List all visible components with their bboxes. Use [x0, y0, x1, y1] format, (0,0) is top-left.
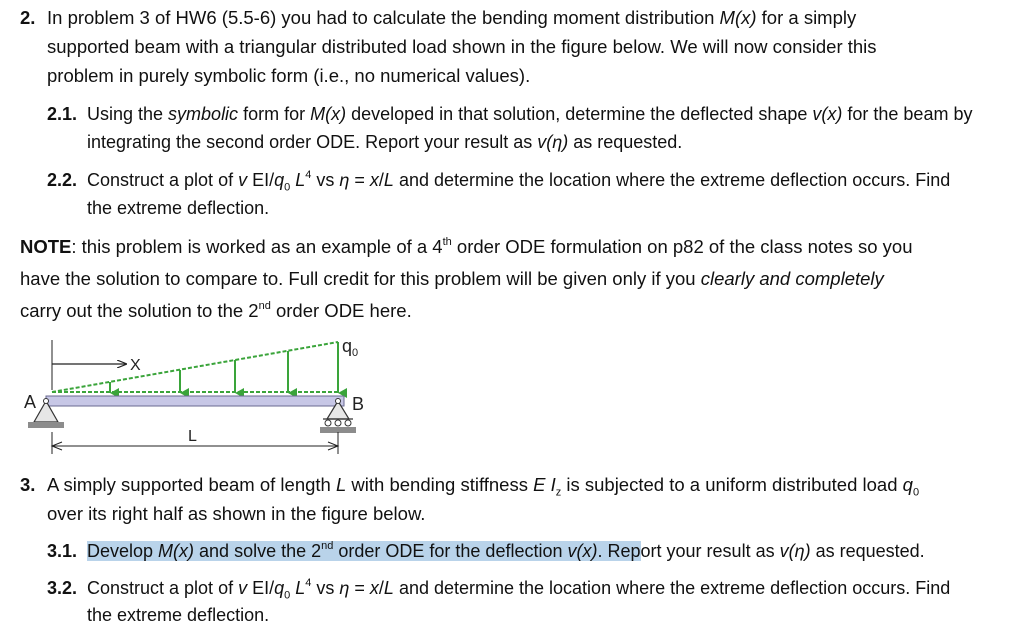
- problem-3-2-line-2: the extreme deflection.: [87, 605, 270, 625]
- note-label: NOTE: [20, 236, 72, 257]
- length-label: L: [188, 428, 197, 445]
- beam: [46, 396, 344, 406]
- problem-3-2-line-1: 3.2. Construct a plot of v $EI/q_0$ $L^4$ vs η = x/L and determine the location where the extreme deflection occurs. Find: [47, 574, 950, 611]
- roller-wheel: [325, 420, 331, 426]
- note-line-1: NOTE: this problem is worked as an example of a 4th order ODE formulation on p82 of the class notes so you: [20, 235, 913, 257]
- problem-3-1-line-1: 3.1. Develop M(x) and solve the 2nd order ODE for the deflection v(x). Report your result as v(η) as requested.: [47, 537, 925, 566]
- problem-2-1-line-1: 2.1. Using the symbolic form for M(x) developed in that solution, determine the deflected shape v(x) for the beam by: [47, 100, 972, 129]
- ground-a: [28, 422, 64, 428]
- problem-2-1-number: 2.1.: [47, 104, 78, 124]
- load-slope-line: [52, 342, 338, 392]
- problem-2-line-1: 2. In problem 3 of HW6 (5.5-6) you had to calculate the bending moment distribution M(x) for a simply: [20, 3, 856, 32]
- problem-3-2-number: 3.2.: [47, 578, 78, 598]
- roller-wheel: [335, 420, 341, 426]
- q0-label: $q_0$: [342, 336, 359, 359]
- problem-3-1-number: 3.1.: [47, 541, 78, 561]
- problem-2-2-number: 2.2.: [47, 170, 78, 190]
- problem-3-line-2: over its right half as shown in the figure below.: [47, 503, 426, 524]
- support-a-label: A: [24, 392, 37, 412]
- problem-2-line-2: supported beam with a triangular distributed load shown in the figure below. We will now consider this: [47, 36, 877, 57]
- note-line-3: carry out the solution to the 2nd order ODE here.: [20, 299, 412, 321]
- note-line-2: have the solution to compare to. Full credit for this problem will be given only if you clearly and completely: [20, 268, 884, 289]
- problem-2-2-line-1: 2.2. Construct a plot of v $EI/q_0$ $L^4$ vs η = x/L and determine the location where the extreme deflection occurs. Find: [47, 166, 950, 203]
- problem-2-2-line-2: the extreme deflection.: [87, 198, 270, 218]
- pin-support-a-joint: [44, 399, 49, 404]
- problem-2-1-line-2: integrating the second order ODE. Report your result as v(η) as requested.: [87, 132, 683, 152]
- x-label: X: [130, 357, 141, 374]
- problem-3-line-1: 3. A simply supported beam of length L with bending stiffness E $I_z$ is subjected to a uniform distributed load $q_0$: [20, 470, 919, 508]
- highlighted-text: Develop M(x) and solve the 2nd order ODE for the deflection v(x). Rep: [87, 540, 641, 561]
- roller-wheel: [345, 420, 351, 426]
- problem-2-line-3: problem in purely symbolic form (i.e., no numerical values).: [47, 65, 531, 86]
- support-b-label: B: [352, 394, 365, 414]
- problem-3-number: 3.: [20, 474, 36, 495]
- problem-2-number: 2.: [20, 7, 36, 28]
- beam-figure: [20, 330, 380, 460]
- roller-support-b-joint: [336, 399, 341, 404]
